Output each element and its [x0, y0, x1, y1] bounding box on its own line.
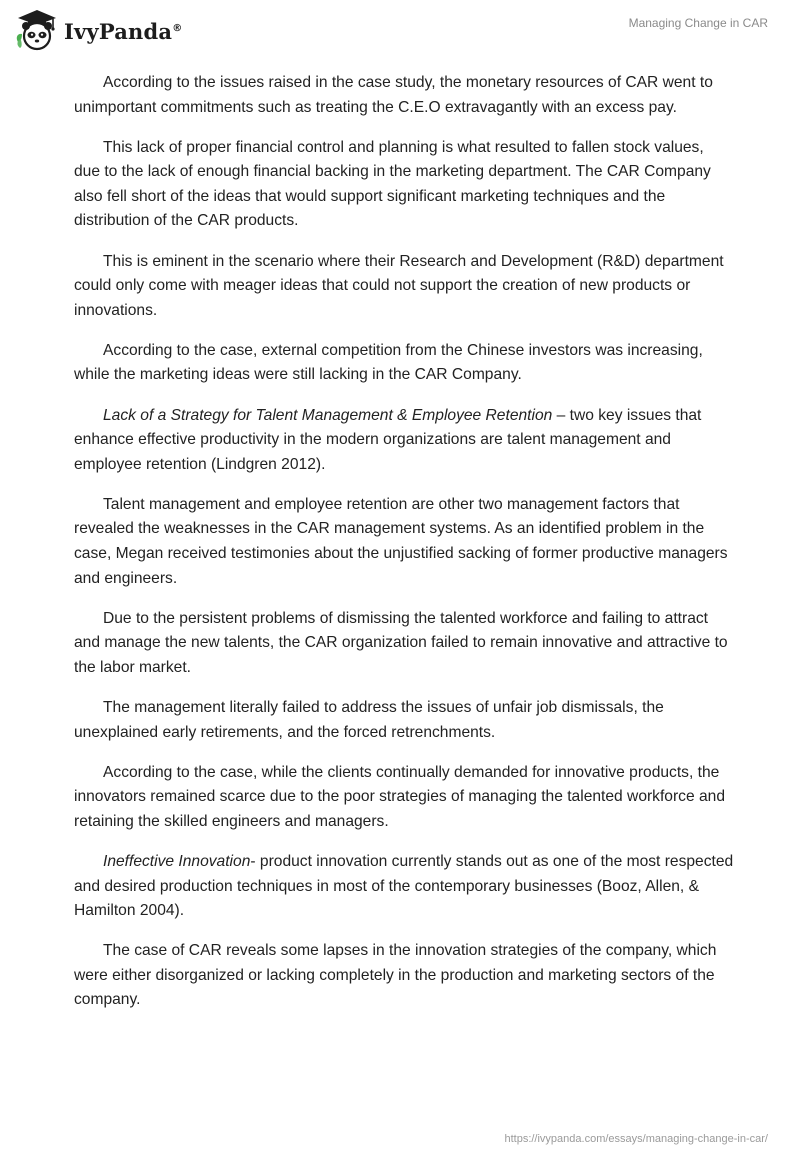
- essay-body: [74, 71, 734, 1029]
- ivypanda-logo[interactable]: [14, 8, 182, 54]
- paragraph-9: According to the case, while the clients continually demanded for innovative products, the innovators remained scarce due to the poor strategies of managing the talented workforce and retaining the skilled engineers and managers.: [74, 763, 725, 830]
- panda-logo-icon: [14, 8, 60, 54]
- paragraph-4: According to the case, external competition from the Chinese investors was increasing, while the marketing ideas were still lacking in the CAR Company.: [74, 341, 703, 384]
- document-title: Managing Change in CAR: [628, 16, 768, 30]
- paragraph-10: Ineffective Innovation- product innovation currently stands out as one of the most respected and desired production techniques in most of the contemporary businesses (Booz, Allen, & Hamilton 2004).: [74, 852, 734, 920]
- paragraph-8: The management literally failed to address the issues of unfair job dismissals, the unexplained early retirements, and the forced retrenchments.: [74, 698, 664, 741]
- paragraph-5: Lack of a Strategy for Talent Management & Employee Retention – two key issues that enhance effective productivity in the modern organizations are talent management and employee retention (Lindgren 2012).: [74, 406, 702, 473]
- paragraph-7: Due to the persistent problems of dismissing the talented workforce and failing to attract and manage the new talents, the CAR organization failed to remain innovative and attractive to the labor market.: [74, 609, 728, 676]
- paragraph-3: This is eminent in the scenario where their Research and Development (R&D) department could only come with meager ideas that could not support the creation of new products or innovations.: [74, 252, 724, 319]
- paragraph-2: This lack of proper financial control and planning is what resulted to fallen stock values, due to the lack of enough financial backing in the marketing department. The CAR Company also fell short of the ideas that would support significant marketing techniques and the distribution of the CAR products.: [74, 138, 711, 230]
- paragraph-1: According to the issues raised in the case study, the monetary resources of CAR went to unimportant commitments such as treating the C.E.O extravagantly with an excess pay.: [74, 74, 713, 116]
- paragraph-11: The case of CAR reveals some lapses in the innovation strategies of the company, which were either disorganized or lacking completely in the production and marketing sectors of the company.: [74, 942, 717, 1009]
- logo-wordmark: IvyPanda®: [64, 18, 183, 44]
- source-url[interactable]: https://ivypanda.com/essays/managing-change-in-car/: [504, 1133, 768, 1145]
- page-header: [0, 0, 800, 64]
- italic-heading-innovation: Ineffective Innovation: [103, 852, 251, 870]
- paragraph-6: Talent management and employee retention are other two management factors that revealed the weaknesses in the CAR management systems. As an identified problem in the case, Megan received testimonies about the unjustified sacking of former productive managers and engineers.: [74, 495, 728, 587]
- italic-heading-talent: Lack of a Strategy for Talent Management & Employee Retention: [103, 406, 553, 424]
